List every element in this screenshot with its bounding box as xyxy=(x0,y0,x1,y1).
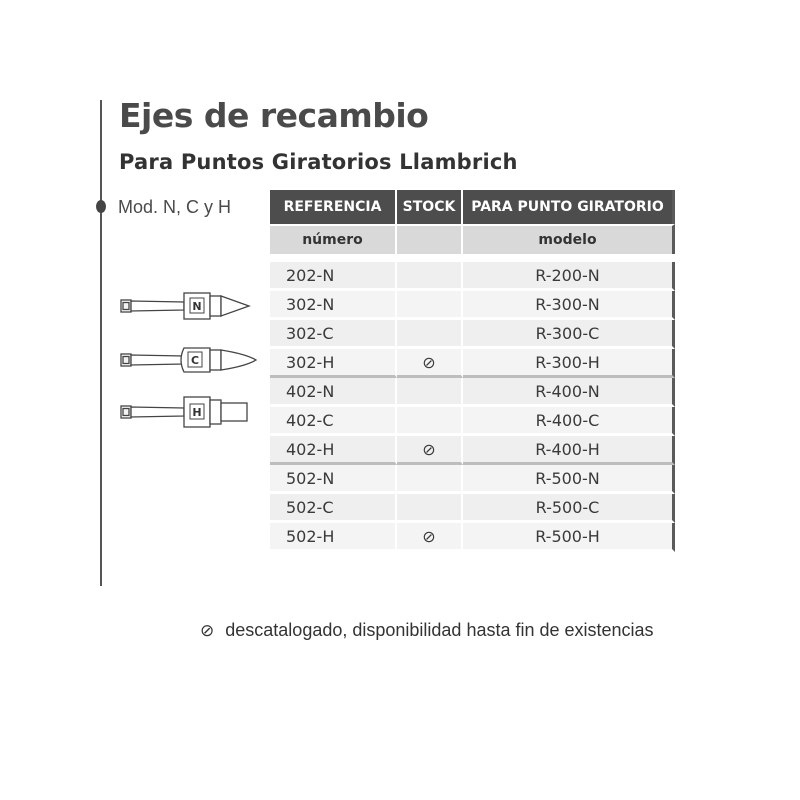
stock-cell xyxy=(397,378,463,407)
subheader-modelo: modelo xyxy=(463,224,675,254)
shaft-letter-n: N xyxy=(192,300,202,313)
subheader-stock xyxy=(397,224,463,254)
model-cell: R-500-C xyxy=(463,494,675,523)
stock-cell xyxy=(397,291,463,320)
table-row xyxy=(270,262,675,291)
ref-cell: 402-H xyxy=(270,436,397,465)
stock-cell xyxy=(397,407,463,436)
page-title: Ejes de recambio xyxy=(119,96,429,135)
model-cell: R-300-C xyxy=(463,320,675,349)
model-cell: R-500-N xyxy=(463,465,675,494)
ref-cell: 402-N xyxy=(270,378,397,407)
table-row xyxy=(270,494,675,523)
stock-cell xyxy=(397,320,463,349)
subheader-numero: número xyxy=(270,224,397,254)
ref-cell: 202-N xyxy=(270,262,397,291)
live-center-shaft-c-icon xyxy=(118,342,263,378)
ref-cell: 502-N xyxy=(270,465,397,494)
stock-cell xyxy=(397,262,463,291)
stock-cell xyxy=(397,494,463,523)
model-cell: R-400-N xyxy=(463,378,675,407)
live-center-shaft-h-icon xyxy=(118,394,263,430)
discontinued-icon: ⊘ xyxy=(397,349,463,378)
ref-cell: 502-C xyxy=(270,494,397,523)
table-row xyxy=(270,523,675,552)
live-center-shaft-n-icon xyxy=(118,288,263,324)
table-row xyxy=(270,407,675,436)
table-header-row xyxy=(270,190,675,224)
ref-cell: 302-H xyxy=(270,349,397,378)
ref-cell: 502-H xyxy=(270,523,397,552)
column-header-stock: STOCK xyxy=(397,190,463,224)
legend-text: descatalogado, disponibilidad hasta fin de existencias xyxy=(225,620,654,640)
table-row xyxy=(270,378,675,407)
table-row xyxy=(270,436,675,465)
model-cell: R-500-H xyxy=(463,523,675,552)
stock-cell xyxy=(397,465,463,494)
ref-cell: 302-C xyxy=(270,320,397,349)
page-subtitle: Para Puntos Giratorios Llambrich xyxy=(119,150,518,174)
column-header-punto-giratorio: PARA PUNTO GIRATORIO xyxy=(463,190,675,224)
model-cell: R-300-N xyxy=(463,291,675,320)
left-rule xyxy=(100,100,102,586)
bullet-dot xyxy=(96,200,106,213)
table-row xyxy=(270,320,675,349)
discontinued-icon: ⊘ xyxy=(397,523,463,552)
shaft-letter-c: C xyxy=(190,354,200,367)
legend-note xyxy=(200,620,654,641)
table-row xyxy=(270,465,675,494)
model-cell: R-400-H xyxy=(463,436,675,465)
models-label: Mod. N, C y H xyxy=(118,197,232,217)
discontinued-legend-icon: ⊘ xyxy=(200,621,215,641)
reference-table xyxy=(270,190,675,552)
ref-cell: 402-C xyxy=(270,407,397,436)
table-row xyxy=(270,291,675,320)
ref-cell: 302-N xyxy=(270,291,397,320)
column-header-referencia: REFERENCIA xyxy=(270,190,397,224)
model-cell: R-400-C xyxy=(463,407,675,436)
model-cell: R-300-H xyxy=(463,349,675,378)
discontinued-icon: ⊘ xyxy=(397,436,463,465)
table-subheader-row xyxy=(270,224,675,254)
shaft-letter-h: H xyxy=(192,406,202,419)
table-row xyxy=(270,349,675,378)
model-cell: R-200-N xyxy=(463,262,675,291)
